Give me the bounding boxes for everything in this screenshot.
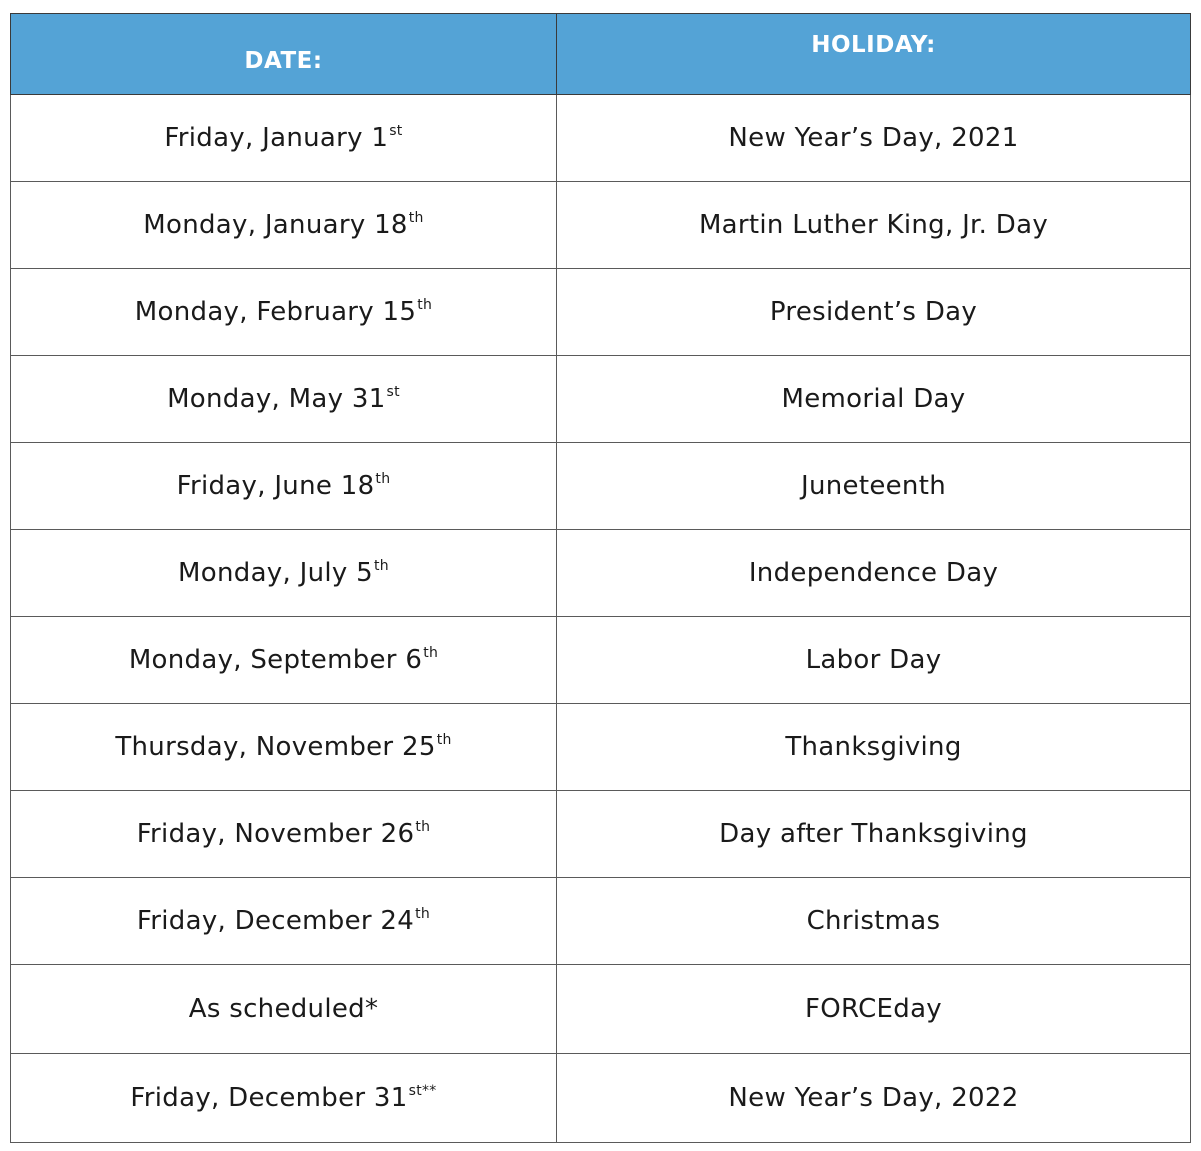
holiday-cell: New Year’s Day, 2021 — [557, 95, 1191, 182]
date-cell — [11, 530, 557, 617]
date-text: Friday, June 18 — [176, 471, 375, 501]
holiday-cell: Martin Luther King, Jr. Day — [557, 182, 1191, 269]
date-ordinal-suffix: st — [386, 384, 400, 400]
holiday-cell: FORCEday — [557, 965, 1191, 1054]
table-row — [11, 878, 1191, 965]
holiday-cell: President’s Day — [557, 269, 1191, 356]
date-cell — [11, 269, 557, 356]
holiday-cell: Christmas — [557, 878, 1191, 965]
date-column-header: DATE: — [11, 14, 557, 95]
date-ordinal-suffix: th — [373, 558, 389, 574]
table-row — [11, 356, 1191, 443]
date-ordinal-suffix: th — [436, 732, 452, 748]
date-text: Friday, November 26 — [136, 819, 415, 849]
date-text: Thursday, November 25 — [115, 732, 436, 762]
date-ordinal-suffix: st** — [408, 1083, 437, 1099]
table-row — [11, 269, 1191, 356]
holiday-cell: Juneteenth — [557, 443, 1191, 530]
table-row — [11, 182, 1191, 269]
holiday-cell: Labor Day — [557, 617, 1191, 704]
holiday-cell: Thanksgiving — [557, 704, 1191, 791]
date-cell — [11, 182, 557, 269]
date-ordinal-suffix: th — [415, 819, 431, 835]
holiday-column-header: HOLIDAY: — [557, 14, 1191, 95]
date-text: Monday, July 5 — [178, 558, 373, 588]
date-text: Friday, December 24 — [136, 906, 415, 936]
holiday-table — [10, 13, 1191, 1143]
date-cell — [11, 443, 557, 530]
table-header-row — [11, 14, 1191, 95]
date-text: Monday, February 15 — [134, 297, 417, 327]
table-row — [11, 617, 1191, 704]
date-cell — [11, 356, 557, 443]
date-ordinal-suffix: th — [423, 645, 439, 661]
table-row — [11, 443, 1191, 530]
date-cell — [11, 617, 557, 704]
date-cell — [11, 965, 557, 1054]
date-cell — [11, 791, 557, 878]
holiday-cell: Day after Thanksgiving — [557, 791, 1191, 878]
table-row — [11, 530, 1191, 617]
table-row — [11, 791, 1191, 878]
date-cell — [11, 95, 557, 182]
table-row — [11, 965, 1191, 1054]
holiday-cell: Memorial Day — [557, 356, 1191, 443]
date-ordinal-suffix: th — [408, 210, 424, 226]
date-text: As scheduled* — [188, 994, 379, 1024]
table-row — [11, 1054, 1191, 1143]
date-ordinal-suffix: th — [375, 471, 391, 487]
date-text: Monday, May 31 — [167, 384, 386, 414]
table-row — [11, 95, 1191, 182]
date-text: Monday, January 18 — [143, 210, 408, 240]
date-ordinal-suffix: th — [417, 297, 433, 313]
date-text: Monday, September 6 — [128, 645, 423, 675]
date-text: Friday, December 31 — [130, 1083, 408, 1113]
date-ordinal-suffix: th — [415, 906, 431, 922]
date-cell — [11, 704, 557, 791]
date-text: Friday, January 1 — [164, 123, 389, 153]
table-row — [11, 704, 1191, 791]
date-ordinal-suffix: st — [389, 123, 403, 139]
holiday-cell: New Year’s Day, 2022 — [557, 1054, 1191, 1143]
date-cell — [11, 878, 557, 965]
holiday-cell: Independence Day — [557, 530, 1191, 617]
date-cell — [11, 1054, 557, 1143]
